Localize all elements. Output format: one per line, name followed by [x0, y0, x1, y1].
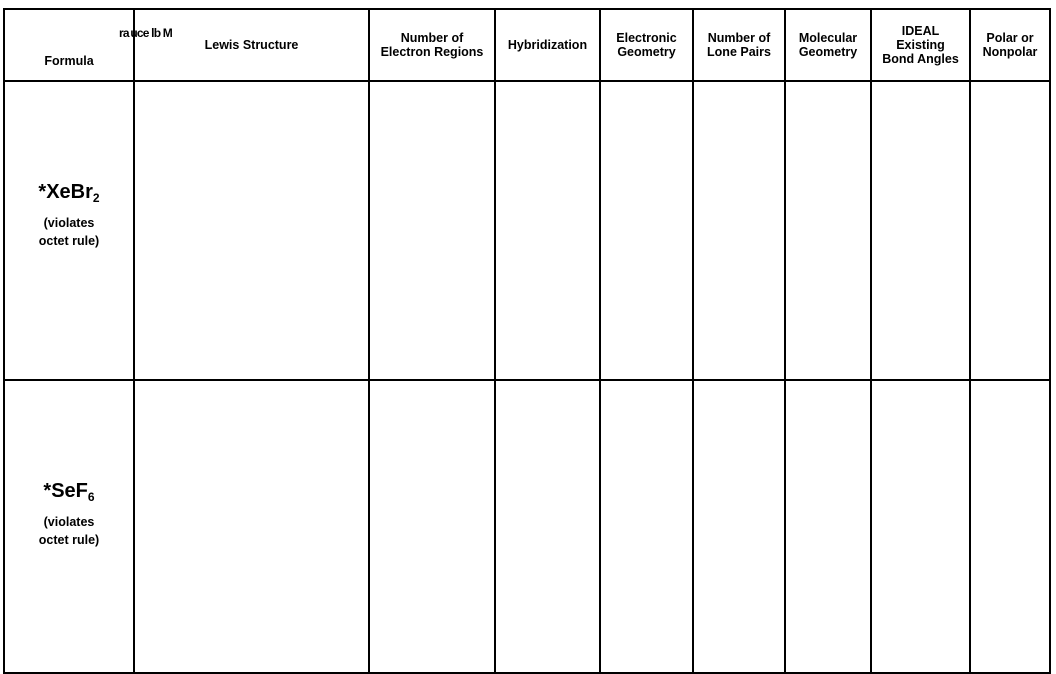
header-bond-angles-line1: IDEAL [901, 24, 940, 38]
electron-regions-cell-sef6[interactable] [369, 380, 495, 673]
molecular-geometry-cell-xebr2[interactable] [785, 81, 871, 380]
lone-pairs-cell-xebr2[interactable] [693, 81, 785, 380]
header-molecular-geometry [785, 9, 871, 81]
lewis-structure-cell-xebr2[interactable] [134, 81, 369, 380]
hybridization-cell-xebr2[interactable] [495, 81, 600, 380]
header-electronic-geometry [600, 9, 693, 81]
formula-cell-xebr2 [4, 81, 134, 380]
electronic-geometry-cell-xebr2[interactable] [600, 81, 693, 380]
header-lone-pairs [693, 9, 785, 81]
header-bond-angles-line3: Bond Angles [882, 52, 959, 66]
header-polarity-line2: Nonpolar [982, 45, 1038, 59]
table-row-sef6 [4, 380, 1050, 673]
formula-sef6 [5, 479, 133, 509]
header-hybridization [495, 9, 600, 81]
header-bond-angles [871, 9, 970, 81]
lewis-structure-cell-sef6[interactable] [134, 380, 369, 673]
formula-sef6-note-line2: octet rule) [38, 532, 100, 547]
header-molecular-geometry-line2: Geometry [798, 45, 858, 59]
hybridization-cell-sef6[interactable] [495, 380, 600, 673]
header-electronic-geometry-line1: Electronic [616, 31, 677, 45]
lone-pairs-cell-sef6[interactable] [693, 380, 785, 673]
formula-xebr2-subscript: 2 [92, 190, 100, 205]
formula-sef6-base: *SeF [43, 479, 88, 502]
header-electron-regions-line2: Electron Regions [380, 45, 484, 59]
header-overlap-fragment: ra uce lb M [119, 26, 172, 40]
electronic-geometry-cell-sef6[interactable] [600, 380, 693, 673]
bond-angles-cell-sef6[interactable] [871, 380, 970, 673]
formula-sef6-subscript: 6 [87, 489, 95, 504]
header-polarity [970, 9, 1050, 81]
header-row [4, 9, 1050, 81]
formula-xebr2-note-line1: (violates [43, 215, 95, 230]
header-formula-label: Formula [44, 54, 94, 68]
table-row-xebr2 [4, 81, 1050, 380]
molecular-geometry-cell-sef6[interactable] [785, 380, 871, 673]
formula-xebr2-base: *XeBr [38, 180, 93, 203]
polarity-cell-sef6[interactable] [970, 380, 1050, 673]
formula-sef6-note-line1: (violates [43, 514, 95, 529]
formula-xebr2 [5, 180, 133, 210]
worksheet [3, 8, 1049, 604]
electron-regions-cell-xebr2[interactable] [369, 81, 495, 380]
formula-xebr2-note-line2: octet rule) [38, 233, 100, 248]
molecular-geometry-table [3, 8, 1051, 674]
header-electronic-geometry-line2: Geometry [617, 45, 676, 59]
header-formula [4, 9, 134, 81]
polarity-cell-xebr2[interactable] [970, 81, 1050, 380]
bond-angles-cell-xebr2[interactable] [871, 81, 970, 380]
header-lewis-structure [119, 9, 369, 81]
formula-cell-sef6 [4, 380, 134, 673]
header-electron-regions-line1: Number of [400, 31, 464, 45]
header-bond-angles-line2: Existing [896, 38, 945, 52]
header-polarity-line1: Polar or [986, 31, 1034, 45]
header-lone-pairs-line2: Lone Pairs [707, 45, 771, 59]
header-lewis-structure-label: Lewis Structure [204, 38, 299, 52]
header-electron-regions [369, 9, 495, 81]
header-lone-pairs-line1: Number of [707, 31, 771, 45]
header-hybridization-label: Hybridization [507, 38, 588, 52]
header-molecular-geometry-line1: Molecular [798, 31, 858, 45]
